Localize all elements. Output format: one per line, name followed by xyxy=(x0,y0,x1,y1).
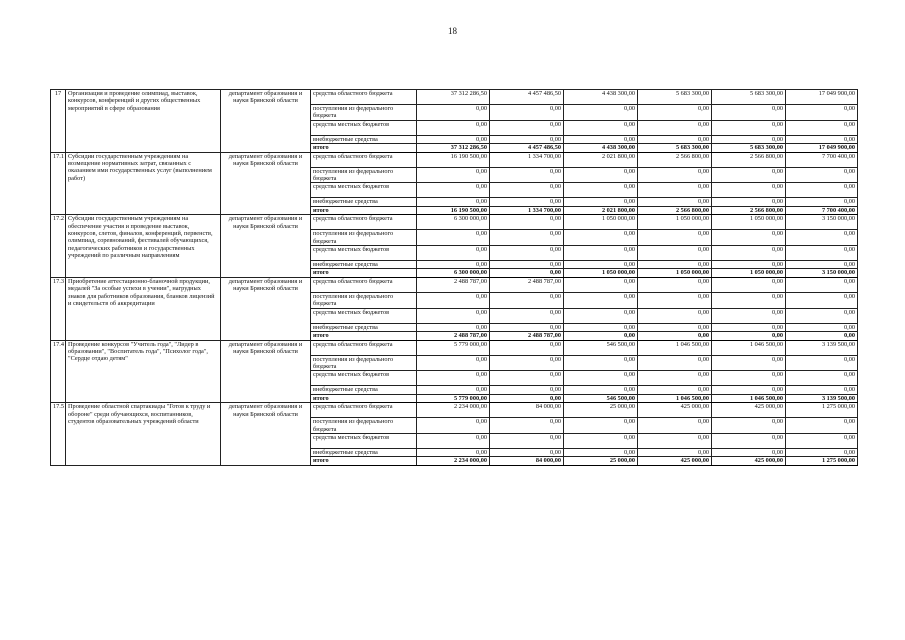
amount-cell: 0,00 xyxy=(712,198,786,206)
amount-cell: 2 021 800,00 xyxy=(564,206,638,214)
funding-source-label: средства областного бюджета xyxy=(311,403,417,418)
amount-cell: 0,00 xyxy=(564,332,638,340)
amount-cell: 1 050 000,00 xyxy=(564,269,638,277)
amount-cell: 0,00 xyxy=(712,261,786,269)
amount-cell: 425 000,00 xyxy=(638,403,712,418)
table-row xyxy=(51,277,858,292)
amount-cell: 17 049 900,00 xyxy=(786,144,858,152)
amount-cell: 0,00 xyxy=(417,386,490,394)
amount-cell: 0,00 xyxy=(712,371,786,386)
funding-source-label: внебюджетные средства xyxy=(311,323,417,331)
funding-source-label: поступления из федерального бюджета xyxy=(311,418,417,434)
funding-source-label: средства областного бюджета xyxy=(311,277,417,292)
amount-cell: 5 683 300,00 xyxy=(638,144,712,152)
amount-cell: 0,00 xyxy=(564,135,638,143)
funding-source-label: итого xyxy=(311,332,417,340)
amount-cell: 2 566 800,00 xyxy=(638,152,712,167)
amount-cell: 0,00 xyxy=(490,198,564,206)
funding-source-label: средства местных бюджетов xyxy=(311,183,417,198)
amount-cell: 0,00 xyxy=(712,448,786,456)
amount-cell: 1 050 000,00 xyxy=(712,269,786,277)
amount-cell: 1 050 000,00 xyxy=(638,215,712,230)
activity-description: Организация и проведение олимпиад, выставок, конкурсов, конференций и других общественных мероприятий в сфере образования xyxy=(66,90,221,153)
funding-source-label: средства областного бюджета xyxy=(311,215,417,230)
table-row xyxy=(51,340,858,355)
amount-cell: 0,00 xyxy=(564,261,638,269)
funding-source-label: итого xyxy=(311,144,417,152)
amount-cell: 2 234 000,00 xyxy=(417,457,490,465)
amount-cell: 0,00 xyxy=(712,277,786,292)
amount-cell: 6 300 000,00 xyxy=(417,269,490,277)
executor: департамент образования и науки Брянской области xyxy=(221,215,311,278)
activity-description: Проведение конкурсов "Учитель года", "Лидер в образовании", "Воспитатель года", "Психолог года", "Сердце отдаю детям" xyxy=(66,340,221,403)
amount-cell: 0,00 xyxy=(712,105,786,121)
page-number: 18 xyxy=(448,26,457,36)
amount-cell: 0,00 xyxy=(638,448,712,456)
amount-cell: 0,00 xyxy=(638,355,712,371)
amount-cell: 0,00 xyxy=(786,371,858,386)
activity-description: Субсидии государственным учреждениям на обеспечение участия и проведение выставок, конкурсов, слетов, финалов, конференций, первенств, олимпиад, соревнований, фестивалей обучающихся, педагогических работников и государственных учреждений по различным направлениям xyxy=(66,215,221,278)
row-index: 17.5 xyxy=(51,403,66,466)
amount-cell: 16 190 500,00 xyxy=(417,152,490,167)
amount-cell: 0,00 xyxy=(417,230,490,246)
amount-cell: 0,00 xyxy=(638,277,712,292)
amount-cell: 0,00 xyxy=(417,418,490,434)
amount-cell: 4 457 486,50 xyxy=(490,90,564,105)
amount-cell: 0,00 xyxy=(417,261,490,269)
amount-cell: 3 150 000,00 xyxy=(786,269,858,277)
amount-cell: 0,00 xyxy=(417,308,490,323)
amount-cell: 5 683 300,00 xyxy=(712,90,786,105)
amount-cell: 0,00 xyxy=(786,105,858,121)
amount-cell: 0,00 xyxy=(638,105,712,121)
amount-cell: 0,00 xyxy=(490,394,564,402)
funding-source-label: внебюджетные средства xyxy=(311,448,417,456)
amount-cell: 2 488 787,00 xyxy=(417,277,490,292)
amount-cell: 0,00 xyxy=(490,183,564,198)
row-index: 17.2 xyxy=(51,215,66,278)
amount-cell: 0,00 xyxy=(490,261,564,269)
table-row xyxy=(51,90,858,105)
amount-cell: 0,00 xyxy=(564,120,638,135)
amount-cell: 0,00 xyxy=(638,323,712,331)
amount-cell: 37 312 286,50 xyxy=(417,90,490,105)
amount-cell: 0,00 xyxy=(564,371,638,386)
funding-source-label: внебюджетные средства xyxy=(311,198,417,206)
amount-cell: 0,00 xyxy=(564,105,638,121)
amount-cell: 0,00 xyxy=(638,386,712,394)
amount-cell: 0,00 xyxy=(564,230,638,246)
amount-cell: 0,00 xyxy=(712,120,786,135)
amount-cell: 0,00 xyxy=(564,386,638,394)
amount-cell: 0,00 xyxy=(786,448,858,456)
amount-cell: 0,00 xyxy=(490,135,564,143)
amount-cell: 84 000,00 xyxy=(490,457,564,465)
amount-cell: 0,00 xyxy=(786,332,858,340)
funding-source-label: средства областного бюджета xyxy=(311,340,417,355)
amount-cell: 0,00 xyxy=(786,246,858,261)
amount-cell: 0,00 xyxy=(417,448,490,456)
amount-cell: 16 190 500,00 xyxy=(417,206,490,214)
amount-cell: 3 139 500,00 xyxy=(786,340,858,355)
amount-cell: 0,00 xyxy=(786,261,858,269)
amount-cell: 0,00 xyxy=(490,246,564,261)
amount-cell: 3 139 500,00 xyxy=(786,394,858,402)
amount-cell: 0,00 xyxy=(786,433,858,448)
amount-cell: 0,00 xyxy=(564,323,638,331)
funding-source-label: средства местных бюджетов xyxy=(311,308,417,323)
amount-cell: 2 566 800,00 xyxy=(712,152,786,167)
funding-source-label: поступления из федерального бюджета xyxy=(311,292,417,308)
amount-cell: 0,00 xyxy=(786,198,858,206)
funding-source-label: внебюджетные средства xyxy=(311,261,417,269)
amount-cell: 425 000,00 xyxy=(712,403,786,418)
amount-cell: 1 046 500,00 xyxy=(638,340,712,355)
row-index: 17.3 xyxy=(51,277,66,340)
amount-cell: 0,00 xyxy=(712,246,786,261)
amount-cell: 0,00 xyxy=(638,308,712,323)
executor: департамент образования и науки Брянской области xyxy=(221,90,311,153)
amount-cell: 2 566 800,00 xyxy=(638,206,712,214)
amount-cell: 0,00 xyxy=(712,418,786,434)
row-index: 17.4 xyxy=(51,340,66,403)
amount-cell: 0,00 xyxy=(712,230,786,246)
amount-cell: 0,00 xyxy=(490,340,564,355)
amount-cell: 0,00 xyxy=(417,323,490,331)
funding-source-label: средства местных бюджетов xyxy=(311,120,417,135)
amount-cell: 0,00 xyxy=(786,292,858,308)
funding-source-label: средства местных бюджетов xyxy=(311,246,417,261)
amount-cell: 0,00 xyxy=(638,371,712,386)
amount-cell: 0,00 xyxy=(786,355,858,371)
executor: департамент образования и науки Брянской области xyxy=(221,152,311,215)
executor: департамент образования и науки Брянской области xyxy=(221,340,311,403)
amount-cell: 0,00 xyxy=(786,386,858,394)
amount-cell: 0,00 xyxy=(417,355,490,371)
amount-cell: 0,00 xyxy=(490,269,564,277)
amount-cell: 0,00 xyxy=(712,167,786,183)
amount-cell: 0,00 xyxy=(490,433,564,448)
amount-cell: 0,00 xyxy=(638,332,712,340)
amount-cell: 0,00 xyxy=(638,183,712,198)
amount-cell: 0,00 xyxy=(786,323,858,331)
amount-cell: 1 275 000,00 xyxy=(786,457,858,465)
amount-cell: 0,00 xyxy=(638,292,712,308)
funding-source-label: внебюджетные средства xyxy=(311,135,417,143)
amount-cell: 0,00 xyxy=(712,135,786,143)
amount-cell: 0,00 xyxy=(417,371,490,386)
activity-description: Проведение областной спартакиады "Готов к труду и обороне" среди обучающихся, воспитанников, студентов образовательных учреждений области xyxy=(66,403,221,466)
amount-cell: 0,00 xyxy=(564,277,638,292)
funding-source-label: итого xyxy=(311,269,417,277)
amount-cell: 0,00 xyxy=(417,246,490,261)
budget-table-body xyxy=(51,90,858,466)
amount-cell: 25 000,00 xyxy=(564,403,638,418)
amount-cell: 0,00 xyxy=(490,215,564,230)
activity-description: Приобретение аттестационно-бланочной продукции, медалей "За особые успехи в учении", нагрудных знаков для работников образования, бланков лицензий и свидетельств об аккредитации xyxy=(66,277,221,340)
amount-cell: 1 050 000,00 xyxy=(564,215,638,230)
amount-cell: 1 050 000,00 xyxy=(638,269,712,277)
amount-cell: 0,00 xyxy=(638,167,712,183)
amount-cell: 2 488 787,00 xyxy=(490,332,564,340)
amount-cell: 0,00 xyxy=(786,230,858,246)
amount-cell: 0,00 xyxy=(786,120,858,135)
amount-cell: 546 500,00 xyxy=(564,394,638,402)
amount-cell: 0,00 xyxy=(490,308,564,323)
amount-cell: 6 300 000,00 xyxy=(417,215,490,230)
table-row xyxy=(51,403,858,418)
amount-cell: 4 457 486,50 xyxy=(490,144,564,152)
amount-cell: 0,00 xyxy=(712,323,786,331)
amount-cell: 2 488 787,00 xyxy=(417,332,490,340)
amount-cell: 84 000,00 xyxy=(490,403,564,418)
amount-cell: 0,00 xyxy=(786,167,858,183)
amount-cell: 0,00 xyxy=(564,198,638,206)
amount-cell: 1 046 500,00 xyxy=(712,340,786,355)
activity-description: Субсидии государственным учреждениям на возмещение нормативных затрат, связанных с оказанием ими государственных услуг (выполнением работ) xyxy=(66,152,221,215)
amount-cell: 7 700 400,00 xyxy=(786,152,858,167)
amount-cell: 2 566 800,00 xyxy=(712,206,786,214)
amount-cell: 0,00 xyxy=(490,167,564,183)
amount-cell: 0,00 xyxy=(564,418,638,434)
amount-cell: 0,00 xyxy=(490,323,564,331)
budget-table xyxy=(50,89,858,466)
amount-cell: 2 234 000,00 xyxy=(417,403,490,418)
funding-source-label: средства местных бюджетов xyxy=(311,371,417,386)
amount-cell: 0,00 xyxy=(564,308,638,323)
funding-source-label: итого xyxy=(311,206,417,214)
funding-source-label: поступления из федерального бюджета xyxy=(311,167,417,183)
amount-cell: 0,00 xyxy=(638,120,712,135)
amount-cell: 0,00 xyxy=(490,418,564,434)
amount-cell: 0,00 xyxy=(564,433,638,448)
amount-cell: 25 000,00 xyxy=(564,457,638,465)
amount-cell: 0,00 xyxy=(490,120,564,135)
amount-cell: 17 049 900,00 xyxy=(786,90,858,105)
amount-cell: 5 683 300,00 xyxy=(712,144,786,152)
amount-cell: 5 683 300,00 xyxy=(638,90,712,105)
amount-cell: 2 021 800,00 xyxy=(564,152,638,167)
amount-cell: 0,00 xyxy=(712,355,786,371)
amount-cell: 7 700 400,00 xyxy=(786,206,858,214)
amount-cell: 0,00 xyxy=(712,183,786,198)
funding-source-label: итого xyxy=(311,394,417,402)
amount-cell: 2 488 787,00 xyxy=(490,277,564,292)
amount-cell: 0,00 xyxy=(712,386,786,394)
table-row xyxy=(51,215,858,230)
amount-cell: 546 500,00 xyxy=(564,340,638,355)
funding-source-label: поступления из федерального бюджета xyxy=(311,355,417,371)
amount-cell: 0,00 xyxy=(638,246,712,261)
table-row xyxy=(51,152,858,167)
row-index: 17.1 xyxy=(51,152,66,215)
amount-cell: 0,00 xyxy=(712,308,786,323)
amount-cell: 0,00 xyxy=(490,105,564,121)
amount-cell: 0,00 xyxy=(417,292,490,308)
amount-cell: 1 046 500,00 xyxy=(638,394,712,402)
amount-cell: 425 000,00 xyxy=(712,457,786,465)
amount-cell: 0,00 xyxy=(786,135,858,143)
amount-cell: 0,00 xyxy=(712,433,786,448)
amount-cell: 1 046 500,00 xyxy=(712,394,786,402)
amount-cell: 1 334 700,00 xyxy=(490,206,564,214)
amount-cell: 0,00 xyxy=(490,230,564,246)
amount-cell: 0,00 xyxy=(564,355,638,371)
funding-source-label: поступления из федерального бюджета xyxy=(311,105,417,121)
amount-cell: 0,00 xyxy=(712,332,786,340)
amount-cell: 0,00 xyxy=(417,135,490,143)
amount-cell: 0,00 xyxy=(638,433,712,448)
amount-cell: 0,00 xyxy=(564,246,638,261)
funding-source-label: внебюджетные средства xyxy=(311,386,417,394)
amount-cell: 0,00 xyxy=(417,433,490,448)
amount-cell: 0,00 xyxy=(638,418,712,434)
executor: департамент образования и науки Брянской области xyxy=(221,403,311,466)
amount-cell: 1 050 000,00 xyxy=(712,215,786,230)
amount-cell: 0,00 xyxy=(490,386,564,394)
amount-cell: 3 150 000,00 xyxy=(786,215,858,230)
amount-cell: 0,00 xyxy=(417,105,490,121)
funding-source-label: средства областного бюджета xyxy=(311,152,417,167)
executor: департамент образования и науки Брянской области xyxy=(221,277,311,340)
amount-cell: 5 779 000,00 xyxy=(417,394,490,402)
amount-cell: 0,00 xyxy=(490,371,564,386)
amount-cell: 0,00 xyxy=(564,183,638,198)
amount-cell: 0,00 xyxy=(638,261,712,269)
amount-cell: 5 779 000,00 xyxy=(417,340,490,355)
amount-cell: 0,00 xyxy=(417,183,490,198)
amount-cell: 0,00 xyxy=(786,277,858,292)
amount-cell: 1 275 000,00 xyxy=(786,403,858,418)
amount-cell: 0,00 xyxy=(490,355,564,371)
amount-cell: 425 000,00 xyxy=(638,457,712,465)
amount-cell: 0,00 xyxy=(564,448,638,456)
amount-cell: 0,00 xyxy=(417,198,490,206)
amount-cell: 0,00 xyxy=(712,292,786,308)
amount-cell: 0,00 xyxy=(490,448,564,456)
amount-cell: 0,00 xyxy=(417,120,490,135)
amount-cell: 0,00 xyxy=(564,292,638,308)
amount-cell: 0,00 xyxy=(490,292,564,308)
amount-cell: 4 438 300,00 xyxy=(564,144,638,152)
amount-cell: 0,00 xyxy=(564,167,638,183)
funding-source-label: поступления из федерального бюджета xyxy=(311,230,417,246)
funding-source-label: средства областного бюджета xyxy=(311,90,417,105)
amount-cell: 0,00 xyxy=(786,308,858,323)
funding-source-label: средства местных бюджетов xyxy=(311,433,417,448)
amount-cell: 0,00 xyxy=(638,230,712,246)
amount-cell: 0,00 xyxy=(638,198,712,206)
amount-cell: 1 334 700,00 xyxy=(490,152,564,167)
amount-cell: 0,00 xyxy=(638,135,712,143)
row-index: 17 xyxy=(51,90,66,153)
amount-cell: 37 312 286,50 xyxy=(417,144,490,152)
amount-cell: 0,00 xyxy=(786,418,858,434)
amount-cell: 0,00 xyxy=(786,183,858,198)
amount-cell: 0,00 xyxy=(417,167,490,183)
funding-source-label: итого xyxy=(311,457,417,465)
amount-cell: 4 438 300,00 xyxy=(564,90,638,105)
